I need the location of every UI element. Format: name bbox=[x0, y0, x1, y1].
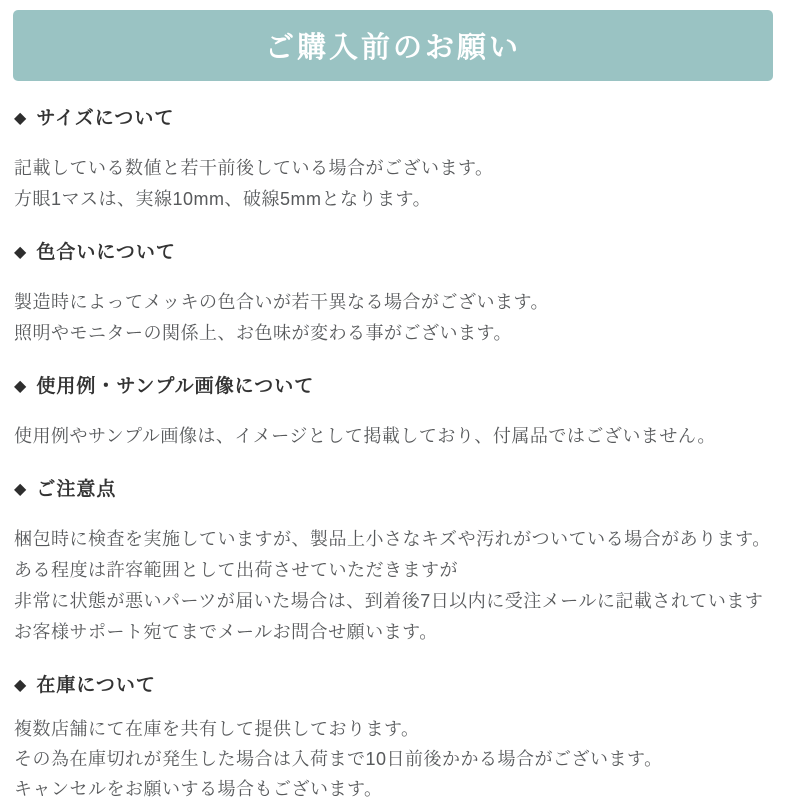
section-body bbox=[14, 714, 786, 800]
diamond-bullet-icon: ◆ bbox=[14, 244, 28, 261]
section-color bbox=[14, 241, 786, 349]
section-cautions bbox=[14, 478, 786, 648]
section-sample-images bbox=[14, 375, 786, 452]
body-line: 使用例やサンプル画像は、イメージとして掲載しており、付属品ではございません。 bbox=[14, 426, 716, 446]
body-line: お客様サポート宛てまでメールお問合せ願います。 bbox=[14, 622, 438, 642]
diamond-bullet-icon: ◆ bbox=[14, 481, 28, 498]
body-line: 梱包時に検査を実施していますが、製品上小さなキズや汚れがついている場合があります。 bbox=[14, 529, 771, 549]
section-body bbox=[14, 287, 786, 349]
section-heading-label: 在庫について bbox=[36, 675, 156, 696]
section-body bbox=[14, 524, 786, 648]
body-line: キャンセルをお願いする場合もございます。 bbox=[14, 779, 383, 799]
section-body bbox=[14, 421, 786, 452]
purchase-notice-banner bbox=[13, 10, 773, 81]
banner-title: ご購入前のお願い bbox=[264, 32, 521, 64]
body-line: 照明やモニターの関係上、お色味が変わる事がございます。 bbox=[14, 323, 513, 343]
section-heading bbox=[14, 107, 786, 131]
section-heading-label: 色合いについて bbox=[36, 242, 176, 263]
body-line: 製造時によってメッキの色合いが若干異なる場合がございます。 bbox=[14, 292, 550, 312]
section-size bbox=[14, 107, 786, 215]
diamond-bullet-icon: ◆ bbox=[14, 110, 28, 127]
section-heading-label: サイズについて bbox=[36, 108, 175, 129]
section-stock bbox=[14, 674, 786, 800]
body-line: その為在庫切れが発生した場合は入荷まで10日前後かかる場合がございます。 bbox=[14, 749, 663, 769]
section-heading bbox=[14, 241, 786, 265]
section-heading bbox=[14, 674, 786, 698]
section-heading bbox=[14, 478, 786, 502]
body-line: 複数店舗にて在庫を共有して提供しております。 bbox=[14, 719, 420, 739]
body-line: 記載している数値と若干前後している場合がございます。 bbox=[14, 158, 494, 178]
section-heading bbox=[14, 375, 786, 399]
diamond-bullet-icon: ◆ bbox=[14, 378, 28, 395]
diamond-bullet-icon: ◆ bbox=[14, 677, 28, 694]
body-line: 方眼1マスは、実線10mm、破線5mmとなります。 bbox=[14, 189, 432, 209]
section-heading-label: ご注意点 bbox=[36, 479, 117, 500]
section-heading-label: 使用例・サンプル画像について bbox=[36, 376, 315, 397]
section-body bbox=[14, 153, 786, 215]
notice-content bbox=[0, 107, 800, 800]
body-line: ある程度は許容範囲として出荷させていただきますが bbox=[14, 560, 458, 580]
body-line: 非常に状態が悪いパーツが届いた場合は、到着後7日以内に受注メールに記載されています bbox=[14, 591, 764, 611]
